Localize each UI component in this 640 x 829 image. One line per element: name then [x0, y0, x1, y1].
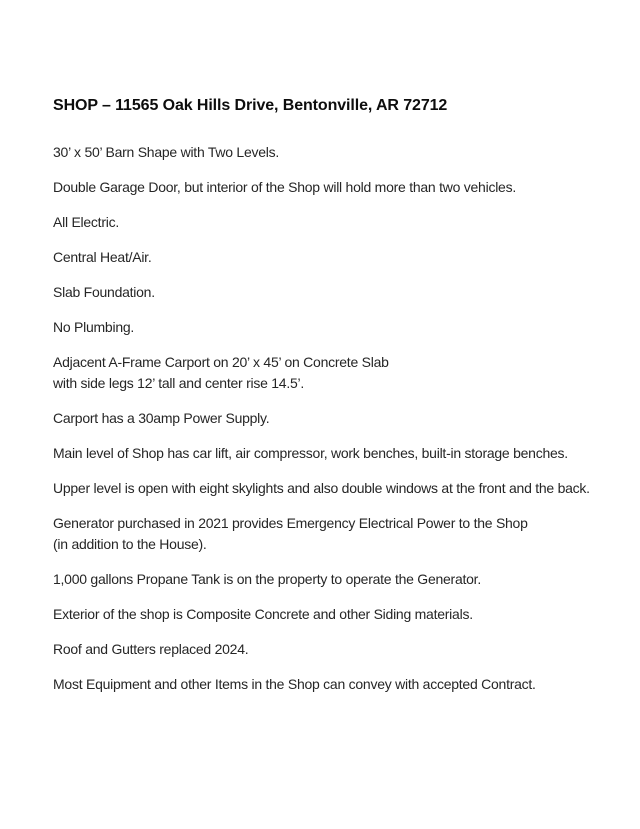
paragraph-generator — [53, 513, 613, 555]
paragraph-line: Carport has a 30amp Power Supply. — [53, 410, 270, 426]
paragraph-line: Upper level is open with eight skylights and also double windows at the front and the back. — [53, 480, 590, 496]
paragraph-line: All Electric. — [53, 214, 119, 230]
paragraph-central-heat-air — [53, 247, 613, 268]
page-title: SHOP – 11565 Oak Hills Drive, Bentonville, AR 72712 — [53, 97, 448, 114]
paragraph-line: Main level of Shop has car lift, air compressor, work benches, built-in storage benches. — [53, 445, 568, 461]
paragraph-slab-foundation — [53, 282, 613, 303]
paragraph-line: 30’ x 50’ Barn Shape with Two Levels. — [53, 144, 280, 160]
paragraph-line: (in addition to the House). — [53, 536, 207, 552]
paragraph-line: Most Equipment and other Items in the Shop can convey with accepted Contract. — [53, 676, 536, 692]
paragraph-line: with side legs 12’ tall and center rise 14.5’. — [53, 375, 305, 391]
paragraph-exterior — [53, 604, 613, 625]
paragraph-propane-tank — [53, 569, 613, 590]
paragraph-no-plumbing — [53, 317, 613, 338]
paragraph-line: Slab Foundation. — [53, 284, 155, 300]
paragraph-line: 1,000 gallons Propane Tank is on the property to operate the Generator. — [53, 571, 481, 587]
paragraph-line: No Plumbing. — [53, 319, 135, 335]
paragraph-line: Roof and Gutters replaced 2024. — [53, 641, 249, 657]
paragraph-garage-door — [53, 177, 613, 198]
paragraph-upper-level — [53, 478, 613, 499]
paragraph-equipment-convey — [53, 674, 613, 695]
paragraph-main-level — [53, 443, 613, 464]
paragraph-line: Central Heat/Air. — [53, 249, 152, 265]
paragraph-carport-power — [53, 408, 613, 429]
paragraph-line: Adjacent A-Frame Carport on 20’ x 45’ on Concrete Slab — [53, 354, 389, 370]
paragraph-line: Double Garage Door, but interior of the Shop will hold more than two vehicles. — [53, 179, 516, 195]
paragraph-all-electric — [53, 212, 613, 233]
paragraph-barn-shape — [53, 142, 613, 163]
document-content — [53, 96, 613, 709]
paragraph-carport — [53, 352, 613, 394]
paragraph-line: Generator purchased in 2021 provides Emergency Electrical Power to the Shop — [53, 515, 528, 531]
paragraph-roof-gutters — [53, 639, 613, 660]
paragraph-line: Exterior of the shop is Composite Concrete and other Siding materials. — [53, 606, 473, 622]
